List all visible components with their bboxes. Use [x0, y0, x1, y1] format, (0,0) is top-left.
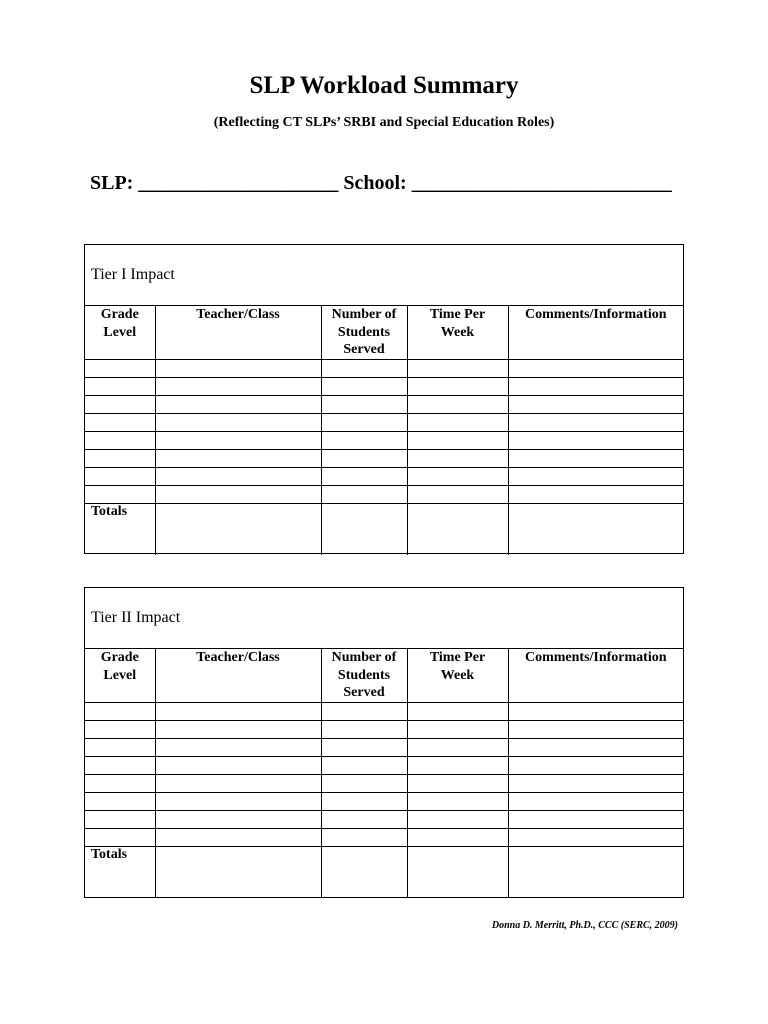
- table-row[interactable]: [85, 360, 683, 378]
- header-comments: Comments/Information: [508, 649, 683, 703]
- page-subtitle: (Reflecting CT SLPs’ SRBI and Special Education Roles): [213, 115, 555, 130]
- header-row: [85, 306, 683, 360]
- header-grade-level: Grade Level: [85, 306, 155, 360]
- table-row[interactable]: [85, 721, 683, 739]
- header-time-per-week: Time Per Week: [407, 649, 508, 703]
- header-number-students: Number of Students Served: [321, 306, 407, 360]
- slp-label: SLP:: [90, 172, 134, 194]
- tier-1-grid: [85, 306, 683, 555]
- table-row[interactable]: [85, 468, 683, 486]
- slp-school-line: [90, 172, 672, 195]
- school-blank[interactable]: __________________________: [411, 172, 672, 194]
- table-row[interactable]: [85, 486, 683, 504]
- tier-1-table: [84, 244, 684, 554]
- tier-2-grid: [85, 649, 683, 898]
- author-credit: Donna D. Merritt, Ph.D., CCC (SERC, 2009): [491, 920, 678, 931]
- tier-2-table: [84, 587, 684, 898]
- table-row[interactable]: [85, 811, 683, 829]
- page-title: SLP Workload Summary: [249, 72, 519, 99]
- table-row[interactable]: [85, 739, 683, 757]
- header-comments: Comments/Information: [508, 306, 683, 360]
- table-row[interactable]: [85, 757, 683, 775]
- totals-label: Totals: [85, 504, 155, 556]
- header-number-students: Number of Students Served: [321, 649, 407, 703]
- header-row: [85, 649, 683, 703]
- table-row[interactable]: [85, 378, 683, 396]
- table-row[interactable]: [85, 432, 683, 450]
- header-time-per-week: Time Per Week: [407, 306, 508, 360]
- table-row[interactable]: [85, 450, 683, 468]
- totals-row[interactable]: [85, 847, 683, 899]
- header-grade-level: Grade Level: [85, 649, 155, 703]
- slp-blank[interactable]: ____________________: [138, 172, 339, 194]
- tier-1-heading: Tier I Impact: [85, 245, 683, 306]
- tier-2-heading: Tier II Impact: [85, 588, 683, 649]
- header-teacher-class: Teacher/Class: [155, 649, 321, 703]
- totals-label: Totals: [85, 847, 155, 899]
- table-row[interactable]: [85, 703, 683, 721]
- table-row[interactable]: [85, 775, 683, 793]
- school-label: School:: [343, 172, 407, 194]
- table-row[interactable]: [85, 414, 683, 432]
- table-row[interactable]: [85, 396, 683, 414]
- header-teacher-class: Teacher/Class: [155, 306, 321, 360]
- table-row[interactable]: [85, 829, 683, 847]
- table-row[interactable]: [85, 793, 683, 811]
- totals-row[interactable]: [85, 504, 683, 556]
